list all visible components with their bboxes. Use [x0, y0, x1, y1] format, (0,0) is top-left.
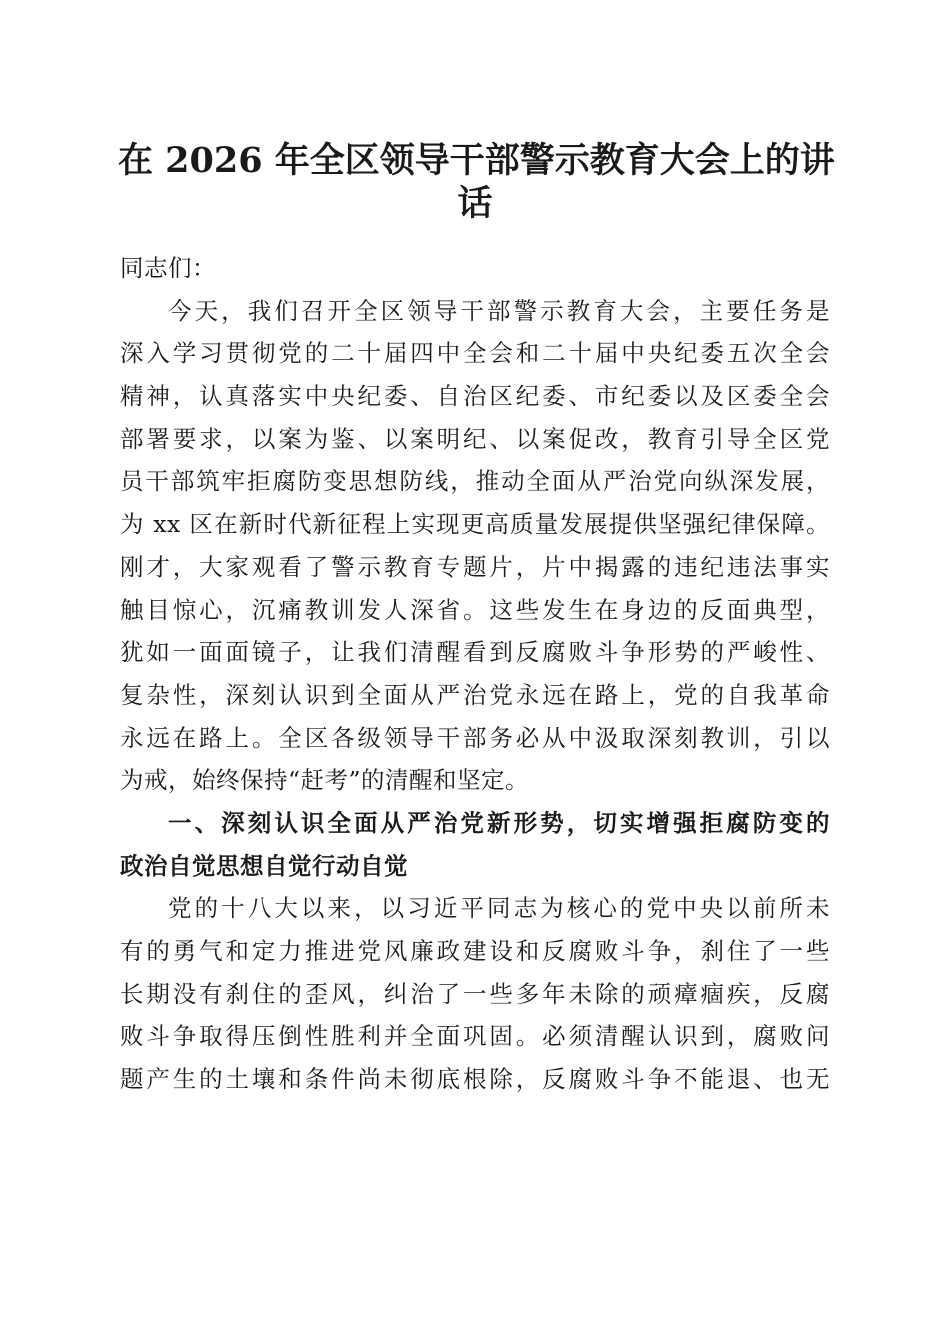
- paragraph-2: [120, 887, 830, 1100]
- paragraph-line: 党的十八大以来，以习近平同志为核心的党中央以前所未: [168, 894, 830, 923]
- paragraph-line: 今天，我们召开全区领导干部警示教育大会，主要任务是: [168, 296, 830, 325]
- section-heading-1: [120, 802, 830, 887]
- paragraph-line: 复杂性，深刻认识到全面从严治党永远在路上，党的自我革命: [120, 680, 830, 709]
- paragraph-line: 长期没有刹住的歪风，纠治了一些多年未除的顽瘴痼疾，反腐: [120, 979, 830, 1008]
- document-body: [120, 247, 830, 1101]
- paragraph-1: [120, 290, 830, 802]
- paragraph-line: 部署要求，以案为鉴、以案明纪、以案促改，教育引导全区党: [120, 424, 830, 453]
- heading-line: 一、深刻认识全面从严治党新形势，切实增强拒腐防变的: [168, 808, 830, 837]
- paragraph-line: 精神，认真落实中央纪委、自治区纪委、市纪委以及区委全会: [120, 382, 830, 411]
- paragraph-line: 永远在路上。全区各级领导干部务必从中汲取深刻教训，引以: [120, 723, 830, 752]
- title-line-2: 话: [457, 182, 493, 224]
- paragraph-line: 有的勇气和定力推进党风廉政建设和反腐败斗争，刹住了一些: [120, 937, 830, 965]
- paragraph-line: 触目惊心，沉痛教训发人深省。这些发生在身边的反面典型，: [120, 595, 830, 624]
- heading-line: 政治自觉思想自觉行动自觉: [120, 851, 408, 880]
- paragraph-line: 为戒，始终保持“赶考”的清醒和坚定。: [120, 766, 530, 795]
- paragraph-line: 为 xx 区在新时代新征程上实现更高质量发展提供坚强纪律保障。: [120, 510, 830, 539]
- paragraph-line: 犹如一面面镜子，让我们清醒看到反腐败斗争形势的严峻性、: [120, 638, 830, 667]
- document-title: [118, 136, 835, 224]
- paragraph-line: 员干部筑牢拒腐防变思想防线，推动全面从严治党向纵深发展，: [120, 467, 830, 496]
- paragraph-line: 刚才，大家观看了警示教育专题片，片中揭露的违纪违法事实: [120, 552, 830, 581]
- title-line-1: 在 2026 年全区领导干部警示教育大会上的讲: [118, 140, 835, 181]
- paragraph-line: 败斗争取得压倒性胜利并全面巩固。必须清醒认识到，腐败问: [120, 1022, 830, 1051]
- paragraph-line: 深入学习贯彻党的二十届四中全会和二十届中央纪委五次全会: [120, 339, 830, 368]
- paragraph-line: 题产生的土壤和条件尚未彻底根除，反腐败斗争不能退、也无: [120, 1065, 830, 1094]
- salutation: 同志们：: [120, 254, 216, 282]
